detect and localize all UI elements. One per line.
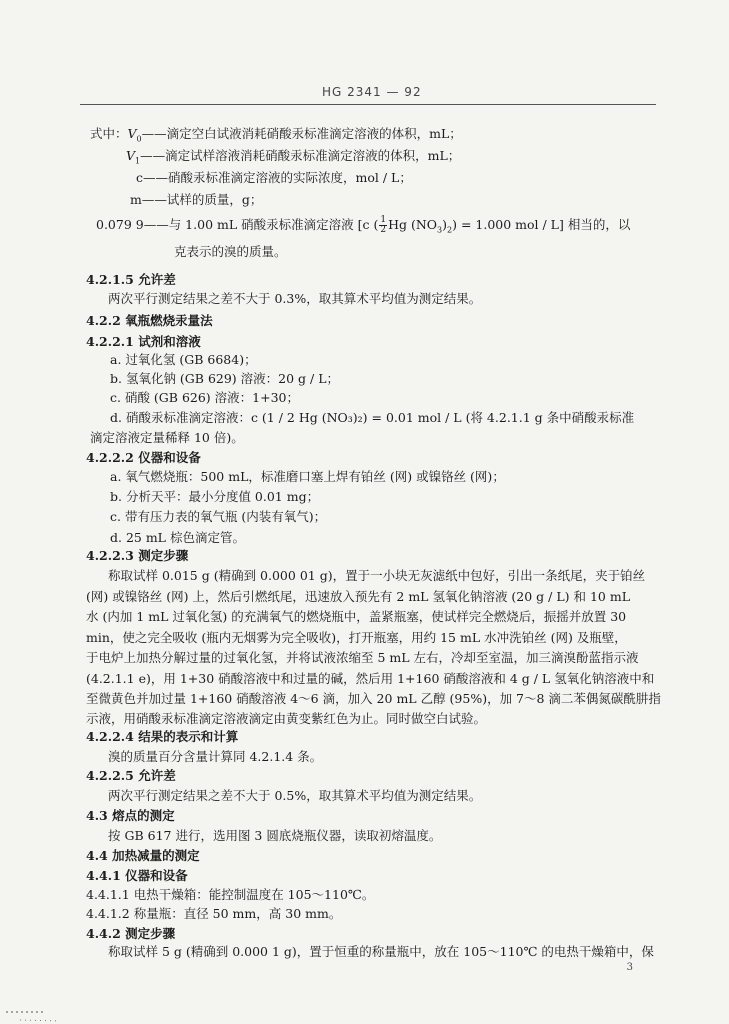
body-line: 按 GB 617 进行，选用图 3 圆底烧瓶仪器，读取初熔温度。	[108, 828, 442, 843]
body-line: 至微黄色并加过量 1+160 硝酸溶液 4～6 滴，加入 20 mL 乙醇 (95%)，加 7～8 滴二苯偶氮碳酰肼指	[86, 691, 661, 706]
list-item: a. 氧气燃烧瓶：500 mL，标准磨口塞上焊有铂丝 (网) 或镍铬丝 (网)；	[110, 469, 505, 484]
body-line: (4.2.1.1 e)，用 1+30 硝酸溶液中和过量的碱，然后用 1+160 硝酸溶液和 4 g / L 氢氧化钠溶液中和	[86, 671, 655, 686]
list-item: c. 硝酸 (GB 626) 溶液：1+30；	[110, 390, 299, 405]
var-symbol: V	[126, 148, 136, 163]
body-line: 示液，用硝酸汞标准滴定溶液滴定由黄变紫红色为止。同时做空白试验。	[86, 711, 487, 726]
subscript: 3	[437, 225, 443, 235]
formula-var-v0	[90, 126, 462, 148]
constant-text: Hg (NO	[388, 217, 438, 232]
list-item: d. 硝酸汞标准滴定溶液：c (1 / 2 Hg (NO₃)₂) = 0.01 mol / L (将 4.2.1.1 g 条中硝酸汞标准	[110, 410, 635, 425]
list-item: d. 25 mL 棕色滴定管。	[110, 530, 245, 545]
formula-var-m: m——试样的质量，g；	[130, 192, 263, 207]
list-item: b. 分析天平：最小分度值 0.01 mg；	[110, 489, 320, 504]
section-4-4-2-heading: 4.4.2 测定步骤	[86, 926, 176, 941]
formula-prefix: 式中：	[90, 126, 128, 141]
body-line: 水 (内加 1 mL 过氧化氢) 的充满氧气的燃烧瓶中，盖紧瓶塞，使试样完全燃烧后，振摇并放置 30	[86, 609, 627, 624]
body-line: (网) 或镍铬丝 (网) 上，然后引燃纸尾，迅速放入预先有 2 mL 氢氧化钠溶液 (20 g / L) 和 10 mL	[86, 589, 631, 604]
section-4-3-heading: 4.3 熔点的测定	[86, 808, 175, 823]
var-symbol: V	[127, 126, 137, 141]
constant-text: )	[442, 217, 447, 232]
list-item: a. 过氧化氢 (GB 6684)；	[110, 352, 257, 367]
scan-artifact	[0, 984, 80, 1024]
var-description: ——滴定空白试液消耗硝酸汞标准滴定溶液的体积，mL；	[141, 126, 462, 141]
body-line: 两次平行测定结果之差不大于 0.3%，取其算术平均值为测定结果。	[108, 291, 482, 306]
fraction-denominator: 2	[380, 225, 387, 235]
body-line: 溴的质量百分含量计算同 4.2.1.4 条。	[108, 749, 323, 764]
standard-code-header: HG 2341 — 92	[322, 85, 422, 99]
list-item-cont: 滴定溶液定量稀释 10 倍)。	[90, 430, 244, 445]
constant-definition-cont: 克表示的溴的质量。	[174, 244, 287, 259]
header-rule	[80, 104, 656, 105]
constant-definition	[96, 214, 630, 242]
section-4-2-2-1-heading: 4.2.2.1 试剂和溶液	[86, 334, 201, 349]
constant-text: ) = 1.000 mol / L] 相当的，以	[452, 217, 631, 232]
body-line: 于电炉上加热分解过量的过氧化氢，并将试液浓缩至 5 mL 左右，冷却至室温，加三滴溴酚蓝指示液	[86, 650, 639, 665]
section-4-2-2-3-heading: 4.2.2.3 测定步骤	[86, 548, 189, 563]
section-4-2-2-heading: 4.2.2 氧瓶燃烧汞量法	[86, 313, 213, 328]
var-subscript: 0	[136, 134, 142, 144]
var-description: ——滴定试样溶液消耗硝酸汞标准滴定溶液的体积，mL；	[140, 148, 461, 163]
var-subscript: 1	[135, 156, 141, 166]
body-line: 两次平行测定结果之差不大于 0.5%，取其算术平均值为测定结果。	[108, 788, 482, 803]
constant-text: 0.079 9——与 1.00 mL 硝酸汞标准滴定溶液 [c (	[96, 217, 379, 232]
section-4-2-1-5-heading: 4.2.1.5 允许差	[86, 272, 176, 287]
body-line: 4.4.1.2 称量瓶：直径 50 mm，高 30 mm。	[86, 906, 342, 921]
body-line: 称取试样 5 g (精确到 0.000 1 g)，置于恒重的称量瓶中，放在 105～110℃ 的电热干燥箱中，保	[108, 944, 654, 959]
body-line: 4.4.1.1 电热干燥箱：能控制温度在 105～110℃。	[86, 887, 375, 902]
page-number: 3	[626, 962, 633, 973]
subscript: 2	[447, 225, 453, 235]
list-item: c. 带有压力表的氧气瓶 (内装有氧气)；	[110, 509, 327, 524]
formula-var-v1	[126, 148, 460, 170]
body-line: 称取试样 0.015 g (精确到 0.000 01 g)，置于一小块无灰滤纸中包好，引出一条纸尾，夹于铂丝	[108, 568, 646, 583]
body-line: min，使之完全吸收 (瓶内无烟雾为完全吸收)，打开瓶塞，用约 15 mL 水冲洗铂丝 (网) 及瓶壁，	[86, 630, 627, 645]
list-item: b. 氢氧化钠 (GB 629) 溶液：20 g / L；	[110, 371, 339, 386]
fraction-numerator: 1	[380, 215, 387, 225]
section-4-4-1-heading: 4.4.1 仪器和设备	[86, 868, 188, 883]
fraction	[379, 216, 387, 235]
section-4-2-2-4-heading: 4.2.2.4 结果的表示和计算	[86, 729, 239, 744]
section-4-2-2-5-heading: 4.2.2.5 允许差	[86, 768, 176, 783]
formula-var-c: c——硝酸汞标准滴定溶液的实际浓度，mol / L；	[136, 170, 412, 185]
section-4-2-2-2-heading: 4.2.2.2 仪器和设备	[86, 450, 201, 465]
section-4-4-heading: 4.4 加热减量的测定	[86, 848, 200, 863]
